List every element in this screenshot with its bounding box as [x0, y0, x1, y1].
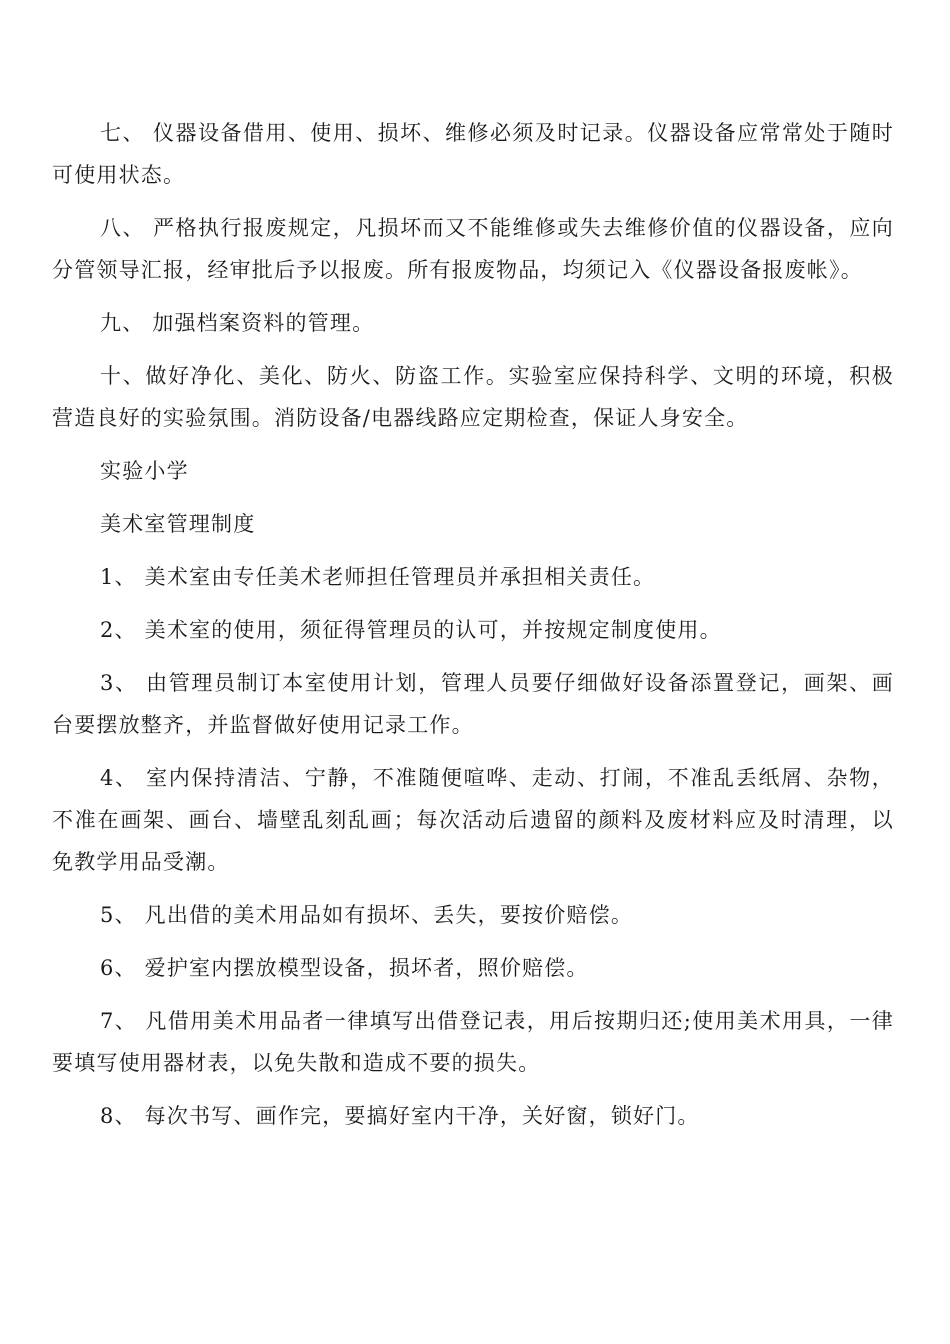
paragraph-item-8: 八、 严格执行报废规定，凡损坏而又不能维修或失去维修价值的仪器设备，应向分管领导汇报，经审批后予以报废。所有报废物品，均须记入《仪器设备报废帐》。	[52, 216, 894, 282]
paragraph-item-10: 十、做好净化、美化、防火、防盗工作。实验室应保持科学、文明的环境，积极营造良好的实验氛围。消防设备/电器线路应定期检查，保证人身安全。	[52, 364, 894, 430]
rule-item-8: 8、 每次书写、画作完，要搞好室内干净，关好窗，锁好门。	[100, 1104, 700, 1128]
rule-item-2: 2、 美术室的使用，须征得管理员的认可，并按规定制度使用。	[100, 618, 722, 642]
rule-item-7: 7、 凡借用美术用品者一律填写出借登记表，用后按期归还;使用美术用具，一律要填写使用器材表，以免失散和造成不要的损失。	[52, 1009, 894, 1075]
document-body	[52, 112, 894, 1148]
rule-item-1: 1、 美术室由专任美术老师担任管理员并承担相关责任。	[100, 565, 656, 589]
section-title: 美术室管理制度	[100, 512, 256, 536]
paragraph-item-9: 九、 加强档案资料的管理。	[100, 311, 375, 335]
rule-item-4: 4、 室内保持清洁、宁静，不准随便喧哗、走动、打闹，不准乱丢纸屑、杂物，不准在画架、画台、墙壁乱刻乱画；每次活动后遗留的颜料及废材料应及时清理，以免教学用品受潮。	[52, 766, 894, 874]
rule-item-5: 5、 凡出借的美术用品如有损坏、丢失，要按价赔偿。	[100, 903, 634, 927]
rule-item-3: 3、 由管理员制订本室使用计划，管理人员要仔细做好设备添置登记，画架、画台要摆放整齐，并监督做好使用记录工作。	[52, 671, 894, 737]
school-name: 实验小学	[100, 459, 189, 483]
paragraph-item-7: 七、 仪器设备借用、使用、损坏、维修必须及时记录。仪器设备应常常处于随时可使用状态。	[52, 121, 894, 187]
rule-item-6: 6、 爱护室内摆放模型设备，损坏者，照价赔偿。	[100, 956, 589, 980]
